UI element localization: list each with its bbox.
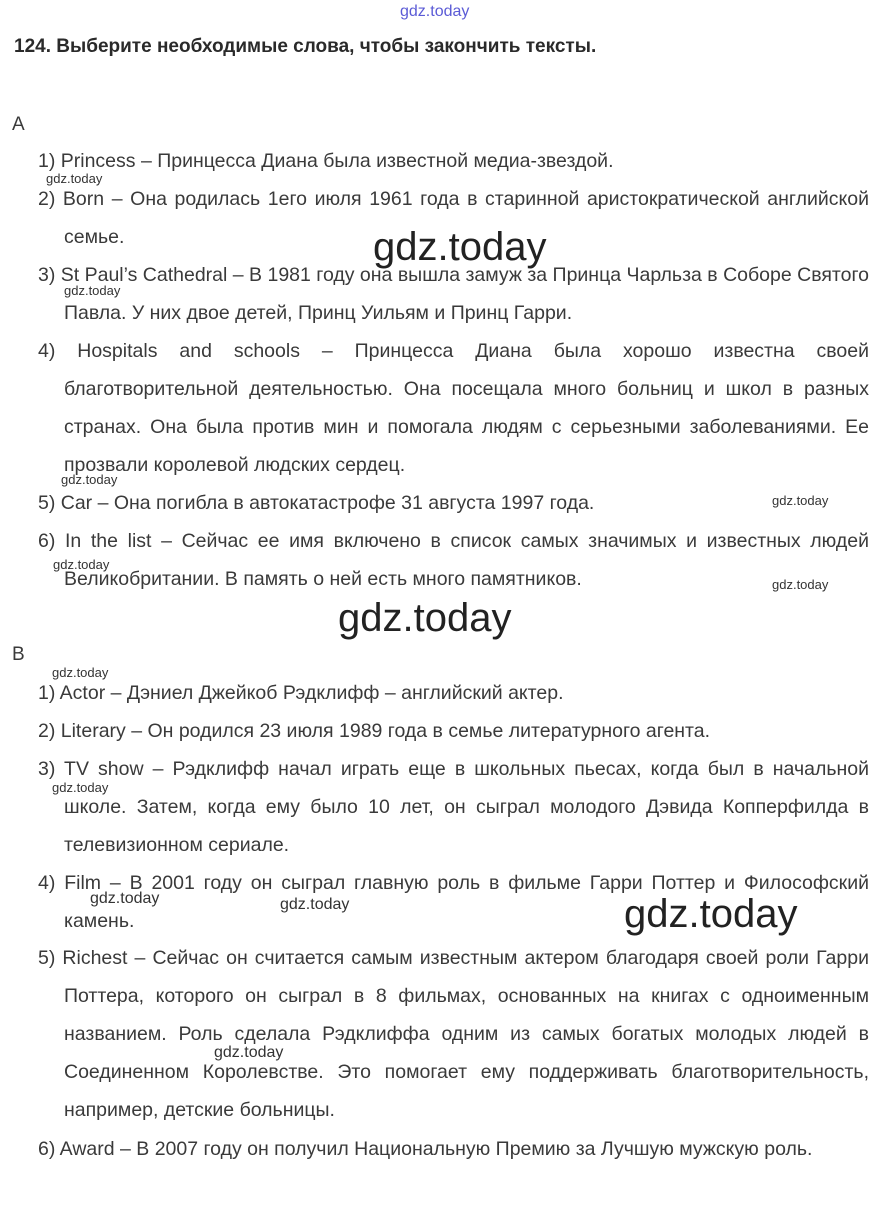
- section-b-item-3: 3) TV show – Рэдклифф начал играть еще в школьных пьесах, когда был в начальной школе. Затем, когда ему было 10 лет, он сыграл молодого Дэвида Копперфилда в телевизионном сериале.: [38, 758, 869, 856]
- watermark: gdz.today: [64, 283, 121, 298]
- section-b-item-4: 4) Film – В 2001 году он сыграл главную роль в фильме Гарри Поттер и Философский камень.: [38, 872, 869, 932]
- watermark: gdz.today: [90, 890, 160, 907]
- section-b-item-1: 1) Actor – Дэниел Джейкоб Рэдклифф – английский актер.: [38, 682, 564, 704]
- section-a-item-6: 6) In the list – Сейчас ее имя включено в список самых значимых и известных людей Великобритании. В память о ней есть много памятников.: [38, 530, 869, 590]
- section-b-item-2: 2) Literary – Он родился 23 июля 1989 года в семье литературного агента.: [38, 720, 711, 742]
- exercise-title: 124. Выберите необходимые слова, чтобы закончить тексты.: [14, 36, 597, 57]
- watermark: gdz.today: [52, 780, 109, 795]
- section-a-label: A: [12, 114, 25, 135]
- watermark: gdz.today: [214, 1044, 284, 1061]
- section-b-item-6: 6) Award – В 2007 году он получил Национальную Премию за Лучшую мужскую роль.: [38, 1138, 813, 1160]
- watermark: gdz.today: [52, 665, 109, 680]
- watermark: gdz.today: [338, 596, 512, 640]
- section-b-item-5: 5) Richest – Сейчас он считается самым известным актером благодаря своей роли Гарри Поттера, которого он сыграл в 8 фильмах, основанных на книгах с одноименным названием. Роль сделала Рэдклиффа одним из самых богатых молодых людей в Соединенном Королевстве. Это помогает ему поддерживать благотворительность, например, детские больницы.: [38, 947, 869, 1121]
- watermark: gdz.today: [772, 493, 829, 508]
- section-a-item-3: 3) St Paul’s Cathedral – В 1981 году она вышла замуж за Принца Чарльза в Соборе Святого Павла. У них двое детей, Принц Уильям и Принц Гарри.: [38, 264, 869, 324]
- watermark: gdz.today: [46, 171, 103, 186]
- section-a-item-4: 4) Hospitals and schools – Принцесса Диана была хорошо известна своей благотворительной деятельностью. Она посещала много больниц и школ в разных странах. Она была против мин и помогала людям с серьезными заболеваниями. Ее прозвали королевой людских сердец.: [38, 340, 869, 476]
- section-a-item-5: 5) Car – Она погибла в автокатастрофе 31 августа 1997 года.: [38, 492, 595, 514]
- watermark: gdz.today: [624, 892, 798, 936]
- watermark: gdz.today: [280, 896, 350, 913]
- section-a-item-2: 2) Born – Она родилась 1его июля 1961 года в старинной аристократической английской семье.: [38, 188, 869, 248]
- watermark: gdz.today: [53, 557, 110, 572]
- section-b-label: B: [12, 644, 25, 665]
- watermark-top: gdz.today: [400, 3, 470, 20]
- watermark: gdz.today: [61, 472, 118, 487]
- section-a-item-1: 1) Princess – Принцесса Диана была известной медиа-звездой.: [38, 150, 614, 172]
- watermark: gdz.today: [373, 225, 547, 269]
- watermark: gdz.today: [772, 577, 829, 592]
